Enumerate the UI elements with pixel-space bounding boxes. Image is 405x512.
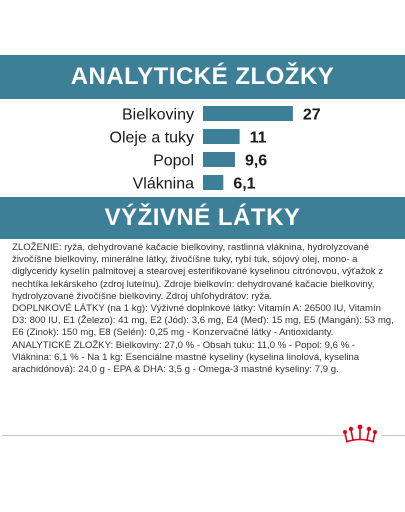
nutrition-heading-text: VÝŽIVNÉ LÁTKY xyxy=(104,204,301,231)
analytical-heading xyxy=(0,55,405,99)
value-label-oleje-a-tuky: 11 xyxy=(249,129,267,147)
nutrition-text: ZLOŽENIE: ryža, dehydrované kačacie bielkoviny, rastlinná vláknina, hydrolyzované živočíšne bielkoviny, minerálne látky, živočíšne tuky, rybí tuk, sójový olej, mono- a diglyceridy kyselín palmitovej a stearovej esterifikované kyselinou citrónovou, výťažok z nechtíka lekárskeho (zdroj luteínu). Zdroje bielkovín: dehydrované kačacie bielkoviny, hydrolyzované živočíšne bielkoviny. Zdroj uhľohydrátov: ryža. DOPLNKOVÉ LÁTKY (na 1 kg): Výživné doplnkové látky: Vitamín A: 26500 IU, Vitamín D3: 800 IU, E1 (Železo): 41 mg, E2 (Jód): 3,6 mg, E4 (Meď): 15 mg, E5 (Mangán): 53 mg, E6 (Zinok): 150 mg, E8 (Selén): 0,25 mg - Konzervačné látky - Antioxidanty. ANALYTICKÉ ZLOŽKY: Bielkoviny: 27,0 % - Obsah tuku: 11,0 % - Popol: 9,6 % - Vláknina: 6,1 % - Na 1 kg: Esenciálne mastné kyseliny (kyselina linolová, kyselina arachidónová): 24,0 g - EPA & DHA: 3,5 g - Omega-3 mastné kyseliny: 7,9 g. xyxy=(12,242,394,376)
analytical-heading-text: ANALYTICKÉ ZLOŽKY xyxy=(70,63,335,90)
bar-oleje-a-tuky xyxy=(203,129,240,144)
value-label-vláknina: 6,1 xyxy=(233,175,256,193)
value-label-bielkoviny: 27 xyxy=(302,106,321,124)
value-label-popol: 9,6 xyxy=(244,152,268,170)
category-label-vláknina: Vláknina xyxy=(132,175,194,193)
royal-canin-crown-icon xyxy=(341,423,379,447)
bar-vláknina xyxy=(203,175,223,190)
category-label-popol: Popol xyxy=(153,152,194,170)
footer-divider-left xyxy=(2,435,345,436)
category-label-oleje-a-tuky: Oleje a tuky xyxy=(109,129,194,147)
nutrition-heading xyxy=(0,197,405,239)
bar-bielkoviny xyxy=(203,106,293,121)
analytical-chart xyxy=(0,98,405,194)
footer-divider-right xyxy=(382,435,405,436)
bar-popol xyxy=(203,152,235,167)
category-label-bielkoviny: Bielkoviny xyxy=(121,106,194,124)
